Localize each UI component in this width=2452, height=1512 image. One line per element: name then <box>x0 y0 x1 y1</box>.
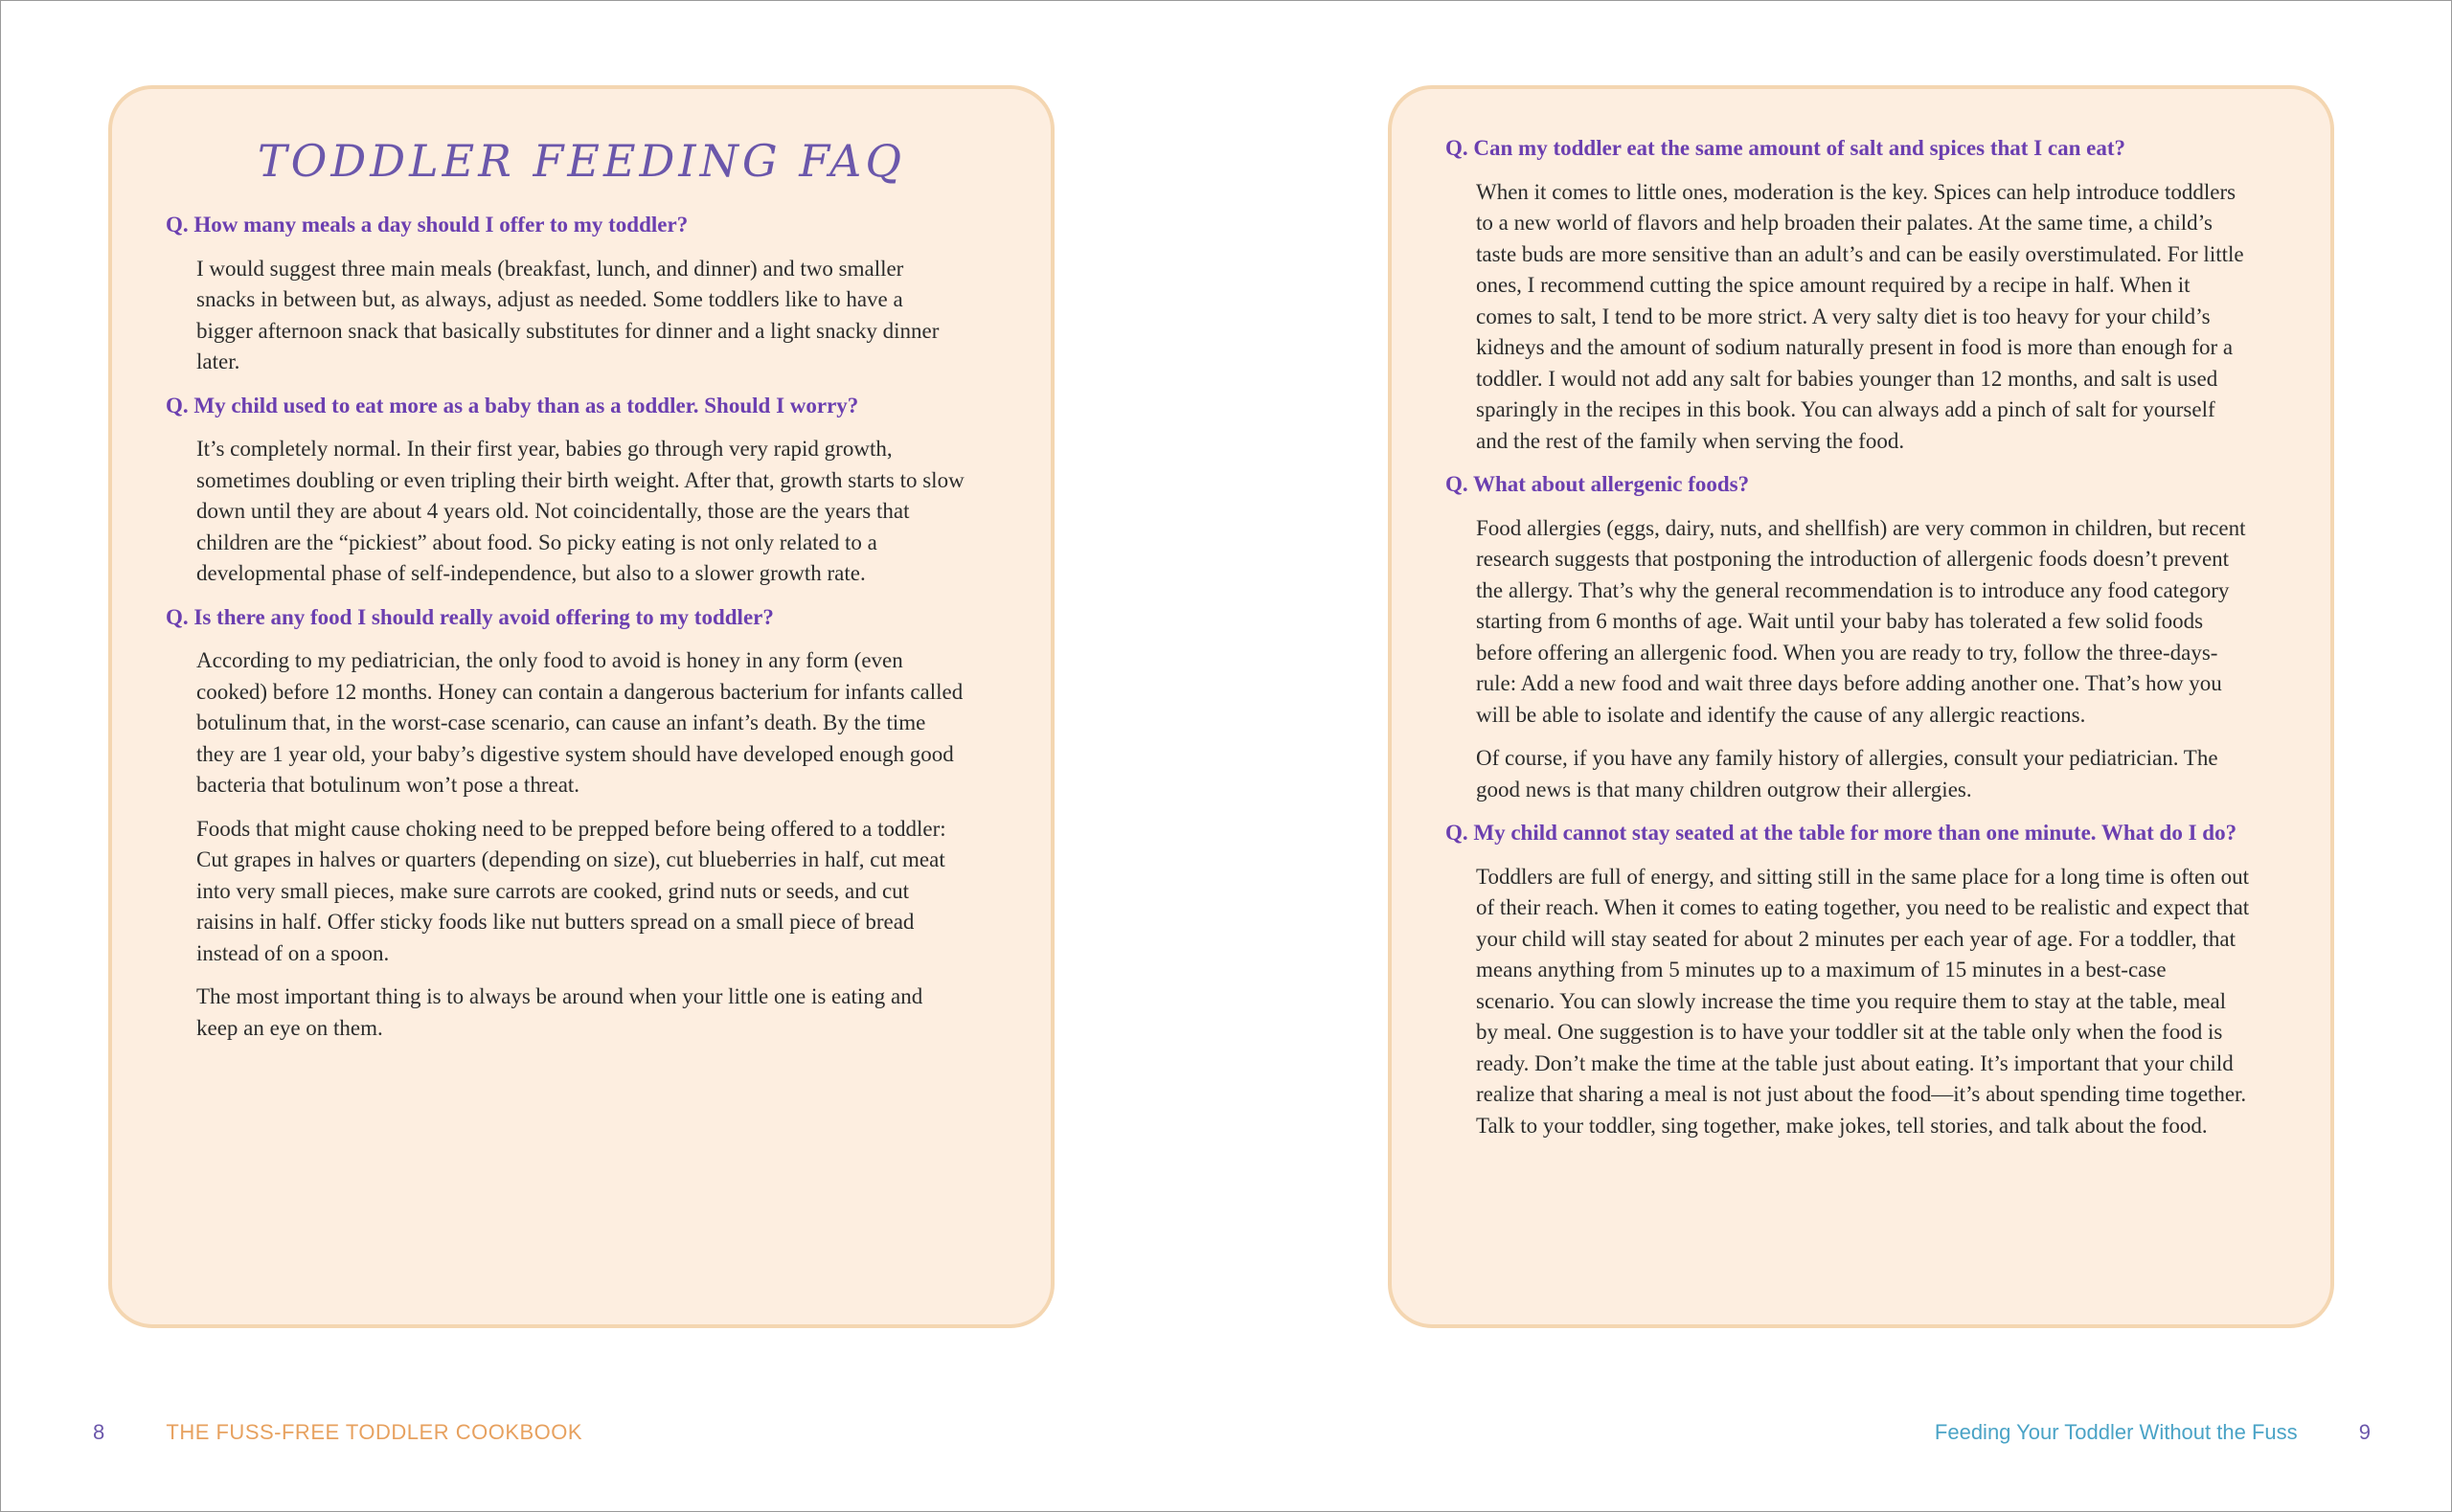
faq-item <box>1445 818 2250 1141</box>
faq-item <box>166 602 965 1045</box>
faq-panel-right <box>1388 85 2334 1328</box>
faq-question: Q. How many meals a day should I offer to my toddler? <box>166 213 689 237</box>
faq-question: Q. Is there any food I should really avoid offering to my toddler? <box>166 604 774 629</box>
faq-answer: According to my pediatrician, the only food to avoid is honey in any form (even cooked) before 12 months. Honey can contain a dangerous bacterium for infants called botulinum that, in the worst-case scenario, can cause an infant’s death. By the time they are 1 year old, your baby’s digestive system should have developed enough good bacteria that botulinum won’t pose a threat. <box>196 648 964 797</box>
footer-right <box>1935 1420 2371 1445</box>
faq-answer: When it comes to little ones, moderation is the key. Spices can help introduce toddlers to a new world of flavors and help broaden their palates. At the same time, a child’s taste buds are more sensitive than an adult’s and can be easily overstimulated. For little ones, I recommend cutting the spice amount required by a recipe in half. When it comes to salt, I tend to be more strict. A very salty diet is too heavy for your child’s kidneys and the amount of sodium naturally present in food is more than enough for a toddler. I would not add any salt for babies younger than 12 months, and salt is used sparingly in the recipes in this book. You can always add a pinch of salt for yourself and the rest of the family when serving the food. <box>1476 179 2244 453</box>
faq-answer: Foods that might cause choking need to be prepped before being offered to a toddler: Cut grapes in halves or quarters (depending on size), cut blueberries in half, cut meat into very small pieces, make sure carrots are cooked, grind nuts or seeds, and cut raisins in half. Offer sticky foods like nut butters spread on a small piece of bread instead of on a spoon. <box>196 816 946 965</box>
faq-content-right <box>1392 89 2330 1141</box>
faq-item <box>1445 133 2250 457</box>
faq-item <box>166 391 965 590</box>
page-title: TODDLER FEEDING FAQ <box>257 135 906 187</box>
faq-answer: It’s completely normal. In their first year, babies go through very rapid growth, sometimes doubling or even tripling their birth weight. After that, growth starts to slow down until they are about 4 years old. Not coincidentally, those are the years that children are the “pickiest” about food. So picky eating is not only related to a developmental phase of self-independence, but also to a slower growth rate. <box>196 437 965 585</box>
faq-answer: I would suggest three main meals (breakfast, lunch, and dinner) and two smaller snacks in between but, as always, adjust as needed. Some toddlers like to have a bigger afternoon snack that basically substitutes for dinner and a light snacky dinner later. <box>196 256 940 373</box>
faq-answer: Toddlers are full of energy, and sitting still in the same place for a long time is often out of their reach. When it comes to eating together, you need to be realistic and expect that your child will stay seated for about 2 minutes per each year of age. For a toddler, that means anything from 5 minutes up to a maximum of 15 minutes in a best-case scenario. You can slowly increase the time you require them to stay at the table, meal by meal. One suggestion is to have your toddler sit at the table only when the food is ready. Don’t make the time at the table just about eating. It’s important that your child realize that sharing a meal is not just about the food—it’s about spending time together. Talk to your toddler, sing together, make jokes, tell stories, and talk about the food. <box>1476 864 2250 1138</box>
faq-question: Q. Can my toddler eat the same amount of salt and spices that I can eat? <box>1445 136 2126 160</box>
faq-item <box>1445 469 2250 805</box>
faq-question: Q. What about allergenic foods? <box>1445 472 1750 496</box>
footer-left <box>93 1420 582 1445</box>
running-head-right: Feeding Your Toddler Without the Fuss <box>1934 1420 2298 1444</box>
faq-item <box>166 210 965 378</box>
page-number-right: 9 <box>2358 1420 2371 1444</box>
running-head-left: THE FUSS-FREE TODDLER COOKBOOK <box>166 1420 583 1444</box>
faq-answer: Of course, if you have any family history of allergies, consult your pediatrician. The good news is that many children outgrow their allergies. <box>1476 746 2218 801</box>
page-number-left: 8 <box>93 1420 105 1444</box>
faq-question: Q. My child used to eat more as a baby than as a toddler. Should I worry? <box>166 393 859 417</box>
faq-answer: The most important thing is to always be around when your little one is eating and keep an eye on them. <box>196 984 923 1040</box>
faq-content-left <box>112 210 1051 1044</box>
faq-question: Q. My child cannot stay seated at the table for more than one minute. What do I do? <box>1445 821 2237 845</box>
faq-panel-left <box>108 85 1055 1328</box>
faq-answer: Food allergies (eggs, dairy, nuts, and shellfish) are very common in children, but recent research suggests that postponing the introduction of allergenic foods doesn’t prevent the allergy. That’s why the general recommendation is to introduce any food category starting from 6 months of age. Wait until your baby has tolerated a few solid foods before offering an allergenic food. When you are ready to try, follow the three-days-rule: Add a new food and wait three days before adding another one. That’s how you will be able to isolate and identify the cause of any allergic reactions. <box>1476 515 2246 727</box>
